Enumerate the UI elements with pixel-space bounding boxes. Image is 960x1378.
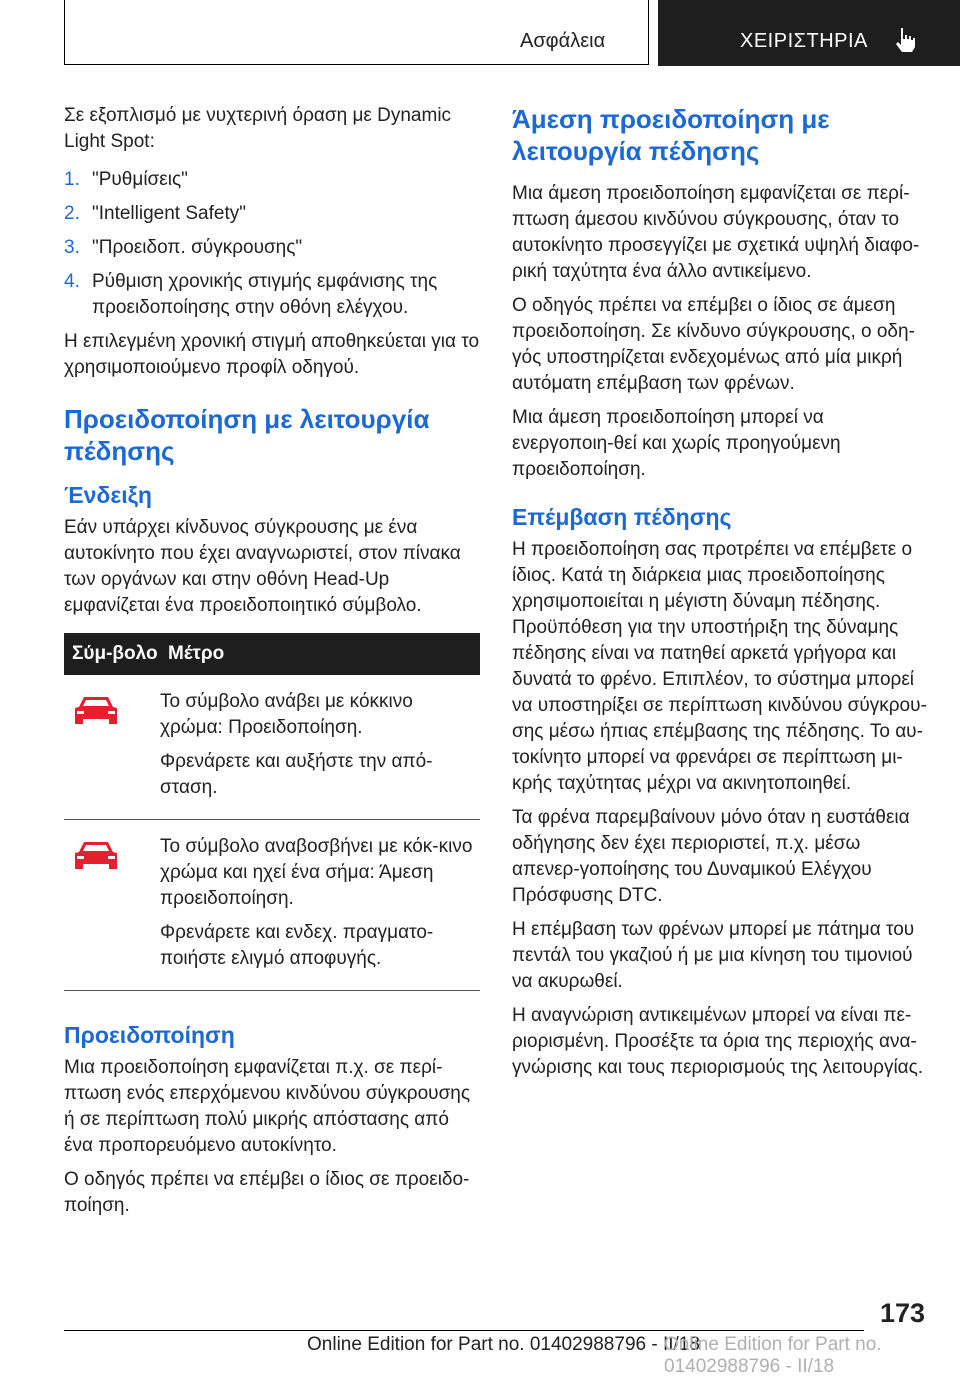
list-item bbox=[64, 269, 480, 321]
table-row bbox=[64, 820, 480, 991]
table-header-measure: Μέτρο bbox=[160, 633, 480, 675]
paragraph: Η επέμβαση των φρένων μπορεί με πάτημα του πεντάλ του γκαζιού ή με μια κίνηση του τιμονιού να ακυρωθεί. bbox=[512, 919, 915, 992]
subheading-warning: Προειδοποίηση bbox=[64, 1022, 235, 1048]
profile-note: Η επιλεγμένη χρονική στιγμή αποθηκεύεται για το χρησιμοποιούμενο προφίλ οδηγού. bbox=[64, 331, 480, 378]
subheading-brake-intervention: Επέμβαση πέδησης bbox=[512, 504, 732, 530]
table-header-row bbox=[64, 633, 480, 675]
step-number: 3. bbox=[64, 237, 80, 258]
intro-text: Σε εξοπλισμό με νυχτερινή όραση με Dynamic Light Spot: bbox=[64, 105, 452, 152]
step-text: Ρύθμιση χρονικής στιγμής εμφάνισης της προειδοποίησης στην οθόνη ελέγχου. bbox=[92, 271, 438, 318]
car-warning-icon bbox=[72, 691, 120, 727]
measure-text: Το σύμβολο ανάβει με κόκκινο χρώμα: Προειδοποίηση. bbox=[160, 691, 413, 738]
page-number: 173 bbox=[880, 1298, 926, 1328]
warning-text: Ο οδηγός πρέπει να επέμβει ο ίδιος σε προειδο-ποίηση. bbox=[64, 1169, 470, 1216]
paragraph: Μια άμεση προειδοποίηση μπορεί να ενεργοποιη-θεί και χωρίς προηγούμενη προειδοποίηση. bbox=[512, 407, 841, 480]
header-tab-label[interactable]: ΧΕΙΡΙΣΤΗΡΙΑ bbox=[740, 30, 868, 52]
table-row bbox=[64, 675, 480, 820]
header-section-title: Ασφάλεια bbox=[520, 30, 606, 52]
section-heading-immediate-warning: Άμεση προειδοποίηση με λειτουργία πέδησης bbox=[512, 104, 830, 166]
steps-list bbox=[64, 167, 480, 321]
section-heading-brake-warning: Προειδοποίηση με λειτουργία πέδησης bbox=[64, 404, 430, 466]
measure-text: Φρενάρετε και αυξήστε την από-σταση. bbox=[160, 751, 433, 798]
paragraph: Τα φρένα παρεμβαίνουν μόνο όταν η ευστάθεια οδήγησης δεν έχει περιοριστεί, π.χ. μέσω απενερ-γοποίησης του Δυναμικού Ελέγχου Πρόσφυσης DTC. bbox=[512, 807, 910, 906]
paragraph: Μια άμεση προειδοποίηση εμφανίζεται σε περί-πτωση άμεσου κινδύνου σύγκρουσης, όταν το αυτοκίνητο προσεγγίζει με σχετικά υψηλή διαφο-ρική ταχύτητα ένα άλλο αντικείμενο. bbox=[512, 183, 920, 282]
step-text: "Intelligent Safety" bbox=[92, 203, 246, 224]
step-number: 1. bbox=[64, 169, 80, 190]
subheading-indication: Ένδειξη bbox=[64, 482, 152, 508]
indication-text: Εάν υπάρχει κίνδυνος σύγκρουσης με ένα αυτοκίνητο που έχει αναγνωριστεί, στον πίνακα των οργάνων και στην οθόνη Head-Up εμφανίζεται ένα προειδοποιητικό σύμβολο. bbox=[64, 517, 461, 616]
measure-text: Φρενάρετε και ενδεχ. πραγματο-ποιήστε ελιγμό αποφυγής. bbox=[160, 922, 434, 969]
hand-pointer-icon bbox=[892, 26, 918, 54]
footer-watermark: Online Edition for Part no. 01402988796 - II/18 bbox=[664, 1334, 882, 1377]
paragraph: Ο οδηγός πρέπει να επέμβει ο ίδιος σε άμεση προειδοποίηση. Σε κίνδυνο σύγκρουσης, ο οδη-γός υποστηρίζεται ενδεχομένως από μία μικρή αυτόματη επέμβαση των φρένων. bbox=[512, 295, 915, 394]
list-item bbox=[64, 235, 480, 261]
step-text: "Προειδοπ. σύγκρουσης" bbox=[92, 237, 303, 258]
measure-cell bbox=[160, 675, 480, 820]
step-text: "Ρυθμίσεις" bbox=[92, 169, 188, 190]
symbol-cell bbox=[64, 675, 160, 820]
left-column bbox=[64, 103, 480, 1227]
list-item bbox=[64, 167, 480, 193]
measure-cell bbox=[160, 820, 480, 991]
right-column bbox=[512, 103, 928, 1089]
car-warning-icon bbox=[72, 836, 120, 872]
footer-divider bbox=[64, 1330, 864, 1331]
table-header-symbol: Σύμ-βολο bbox=[64, 633, 160, 675]
warning-text: Μια προειδοποίηση εμφανίζεται π.χ. σε περί-πτωση ενός επερχόμενου κινδύνου σύγκρουσης ή σε περίπτωση πολύ μικρής απόστασης από ένα προπορευόμενο αυτοκίνητο. bbox=[64, 1057, 471, 1156]
symbol-table bbox=[64, 633, 480, 991]
step-number: 4. bbox=[64, 271, 80, 292]
paragraph: Η προειδοποίηση σας προτρέπει να επέμβετε ο ίδιος. Κατά τη διάρκεια μιας προειδοποίησης χρησιμοποιείται η μέγιστη δύναμη πέδησης. Προϋπόθεση για την υποστήριξη της δύναμης πέδησης είναι να πατηθεί αρκετά γρήγορα και δυνατά το φρένο. Επιπλέον, το σύστημα μπορεί να υποστηρίξει σε περίπτωση κινδύνου σύγκρου-σης μέσω ήπιας επέμβασης της πέδησης. Το αυ-τοκίνητο μπορεί να φρενάρει σε περίπτωση μι-κρής ταχύτητας μέχρι να ακινητοποιηθεί. bbox=[512, 539, 927, 794]
paragraph: Η αναγνώριση αντικειμένων μπορεί να είναι πε-ριορισμένη. Προσέξτε τα όρια της περιοχής ανα-γνώρισης και τους περιορισμούς της λειτουργίας. bbox=[512, 1005, 924, 1078]
symbol-cell bbox=[64, 820, 160, 991]
step-number: 2. bbox=[64, 203, 80, 224]
measure-text: Το σύμβολο αναβοσβήνει με κόκ-κινο χρώμα και ηχεί ένα σήμα: Άμεση προειδοποίηση. bbox=[160, 836, 473, 909]
list-item bbox=[64, 201, 480, 227]
footer-edition: Online Edition for Part no. 01402988796 - II/18 bbox=[307, 1334, 700, 1355]
